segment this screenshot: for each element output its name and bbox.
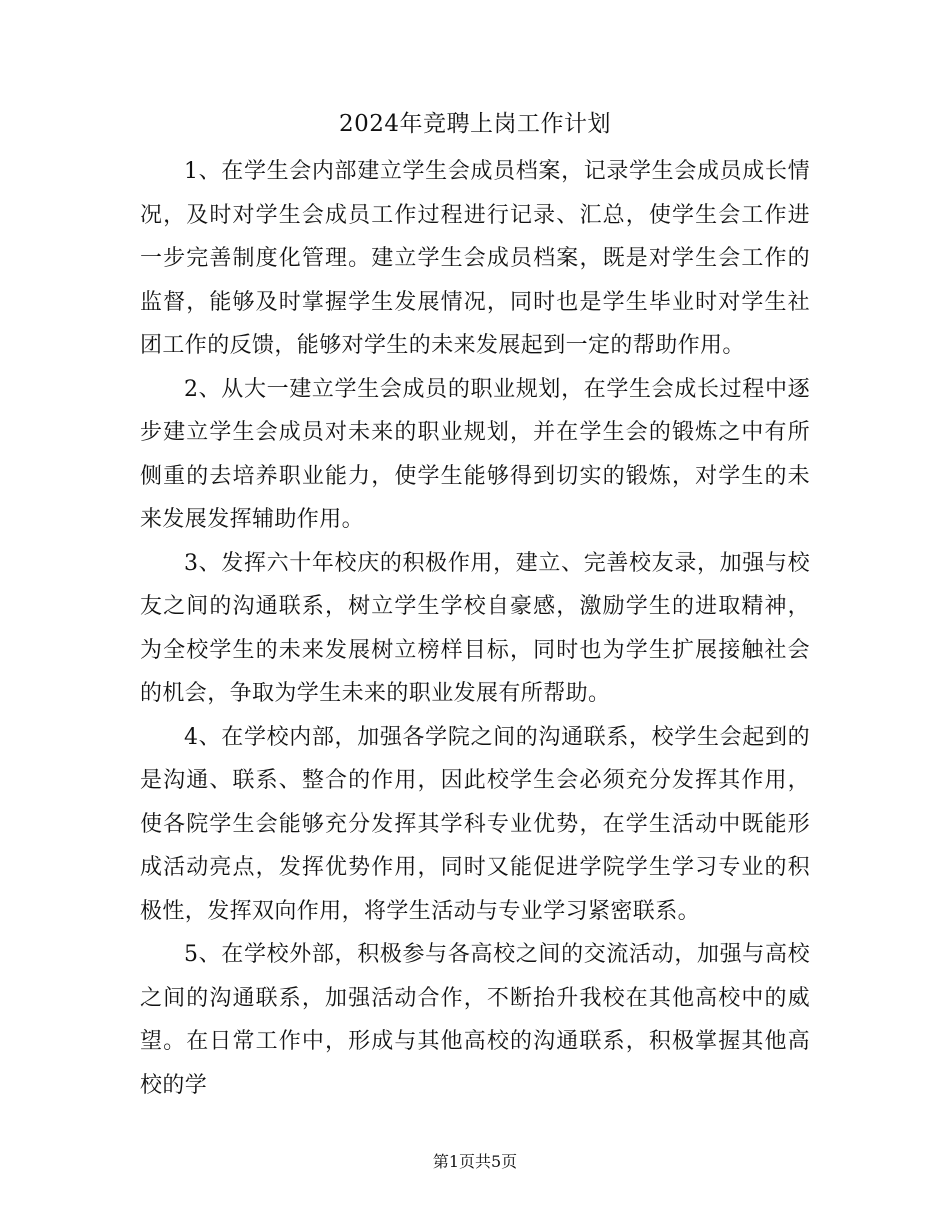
paragraph-4: 4、在学校内部，加强各学院之间的沟通联系，校学生会起到的是沟通、联系、整合的作用，因此校学生会必须充分发挥其作用，使各院学生会能够充分发挥其学科专业优势，在学生活动中既能形成活动亮点，发挥优势作用，同时又能促进学院学生学习专业的积极性，发挥双向作用，将学生活动与专业学习紧密联系。 bbox=[140, 724, 810, 924]
paragraph-3: 3、发挥六十年校庆的积极作用，建立、完善校友录，加强与校友之间的沟通联系，树立学生学校自豪感，激励学生的进取精神，为全校学生的未来发展树立榜样目标，同时也为学生扩展接触社会的机会，争取为学生未来的职业发展有所帮助。 bbox=[140, 550, 810, 706]
paragraph-5: 5、在学校外部，积极参与各高校之间的交流活动，加强与高校之间的沟通联系，加强活动合作，不断抬升我校在其他高校中的威望。在日常工作中，形成与其他高校的沟通联系，积极掌握其他高校的学 bbox=[140, 942, 810, 1098]
page-number: 第1页共5页 bbox=[432, 1152, 518, 1171]
paragraph-2: 2、从大一建立学生会成员的职业规划，在学生会成长过程中逐步建立学生会成员对未来的职业规划，并在学生会的锻炼之中有所侧重的去培养职业能力，使学生能够得到切实的锻炼，对学生的未来发展发挥辅助作用。 bbox=[140, 376, 810, 532]
document-title: 2024年竞聘上岗工作计划 bbox=[338, 111, 612, 137]
document-body bbox=[140, 150, 810, 1107]
paragraph-1: 1、在学生会内部建立学生会成员档案，记录学生会成员成长情况，及时对学生会成员工作过程进行记录、汇总，使学生会工作进一步完善制度化管理。建立学生会成员档案，既是对学生会工作的监督，能够及时掌握学生发展情况，同时也是学生毕业时对学生社团工作的反馈，能够对学生的未来发展起到一定的帮助作用。 bbox=[140, 159, 810, 358]
